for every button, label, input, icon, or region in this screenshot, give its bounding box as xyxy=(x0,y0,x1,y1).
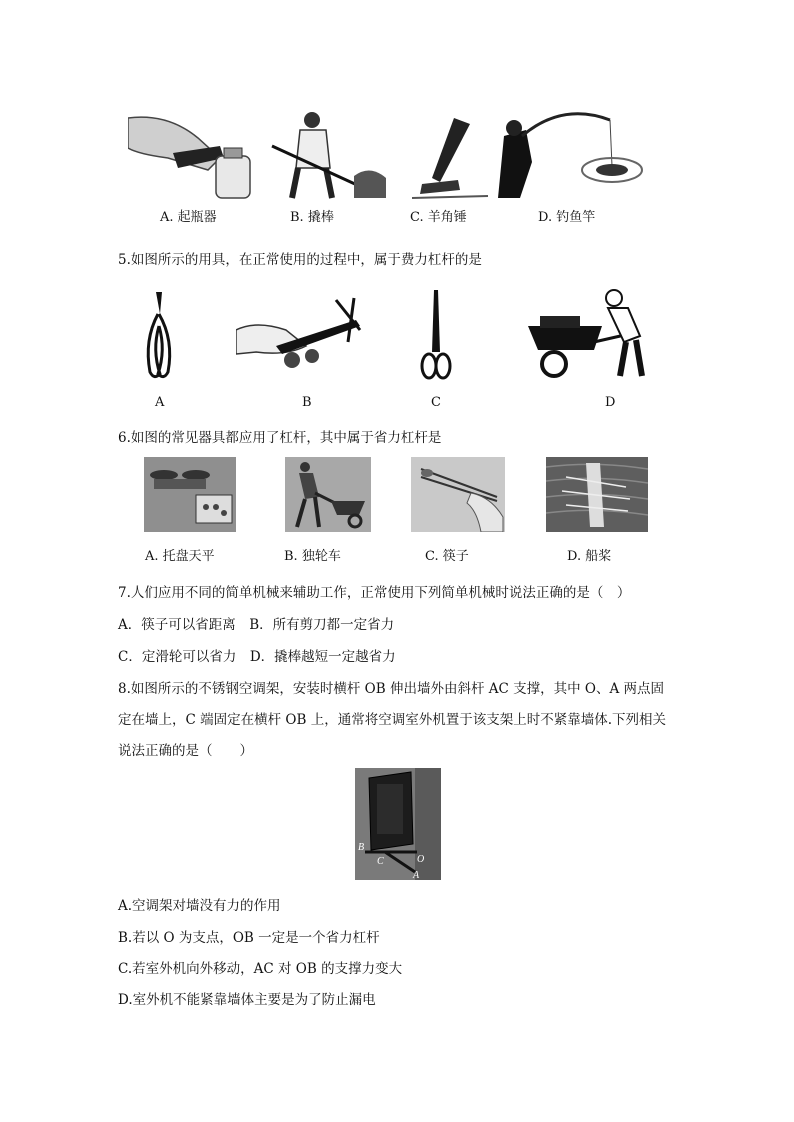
air-conditioner-bracket-figure xyxy=(355,768,441,880)
wheelbarrow-photo-image xyxy=(285,457,371,532)
hand-tool-b-image xyxy=(236,290,376,380)
figure-label-a: A xyxy=(413,870,420,880)
question-7-options-row-1: A．筷子可以省距离 B．所有剪刀都一定省力 xyxy=(118,617,395,633)
wheelbarrow-worker-image xyxy=(528,286,656,382)
top-caption-d: D. 钓鱼竿 xyxy=(538,210,596,225)
figure-label-c: C xyxy=(377,856,384,867)
balance-scale-image xyxy=(144,457,236,532)
q5-caption-b: B xyxy=(302,395,312,410)
question-8-line-3: 说法正确的是（ ） xyxy=(118,743,253,759)
question-8-line-1: 8.如图所示的不锈钢空调架，安装时横杆 OB 伸出墙外由斜杆 AC 支撑，其中 O、A 两点固 xyxy=(118,681,665,697)
question-7-options-row-2: C．定滑轮可以省力 D．撬棒越短一定越省力 xyxy=(118,649,396,665)
q6-caption-b: B. 独轮车 xyxy=(284,549,341,564)
figure-label-b: B xyxy=(358,842,365,853)
question-8-option-c: C.若室外机向外移动，AC 对 OB 的支撑力变大 xyxy=(118,961,403,977)
top-caption-c: C. 羊角锤 xyxy=(410,210,467,225)
claw-hammer-image xyxy=(410,112,490,202)
scissors-image xyxy=(420,288,452,384)
top-caption-a: A. 起瓶器 xyxy=(160,210,217,225)
figure-label-o: O xyxy=(417,854,425,865)
q6-caption-a: A. 托盘天平 xyxy=(145,549,215,564)
q6-caption-c: C. 筷子 xyxy=(425,549,469,564)
question-8-option-b: B.若以 O 为支点，OB 一定是一个省力杠杆 xyxy=(118,930,380,946)
q5-caption-d: D xyxy=(605,395,616,410)
boat-oars-image xyxy=(546,457,648,532)
crowbar-worker-image xyxy=(270,108,388,200)
fishing-rod-image xyxy=(492,106,644,202)
question-8-line-2: 定在墙上，C 端固定在横杆 OB 上，通常将空调室外机置于该支架上时不紧靠墙体.下列相关 xyxy=(118,712,666,728)
question-8-option-d: D.室外机不能紧靠墙体主要是为了防止漏电 xyxy=(118,992,376,1008)
q5-caption-a: A xyxy=(155,395,165,410)
bottle-opener-image xyxy=(128,108,256,200)
question-7-text: 7.人们应用不同的简单机械来辅助工作，正常使用下列简单机械时说法正确的是（ ） xyxy=(118,585,631,601)
chopsticks-image xyxy=(411,457,505,532)
question-5-text: 5.如图所示的用具，在正常使用的过程中，属于费力杠杆的是 xyxy=(118,252,482,268)
top-caption-b: B. 撬棒 xyxy=(290,210,334,225)
question-6-text: 6.如图的常见器具都应用了杠杆，其中属于省力杠杆是 xyxy=(118,430,442,446)
q6-caption-d: D. 船桨 xyxy=(567,549,612,564)
q5-caption-c: C xyxy=(431,395,441,410)
question-8-option-a: A.空调架对墙没有力的作用 xyxy=(118,898,281,914)
pliers-image xyxy=(140,290,178,382)
